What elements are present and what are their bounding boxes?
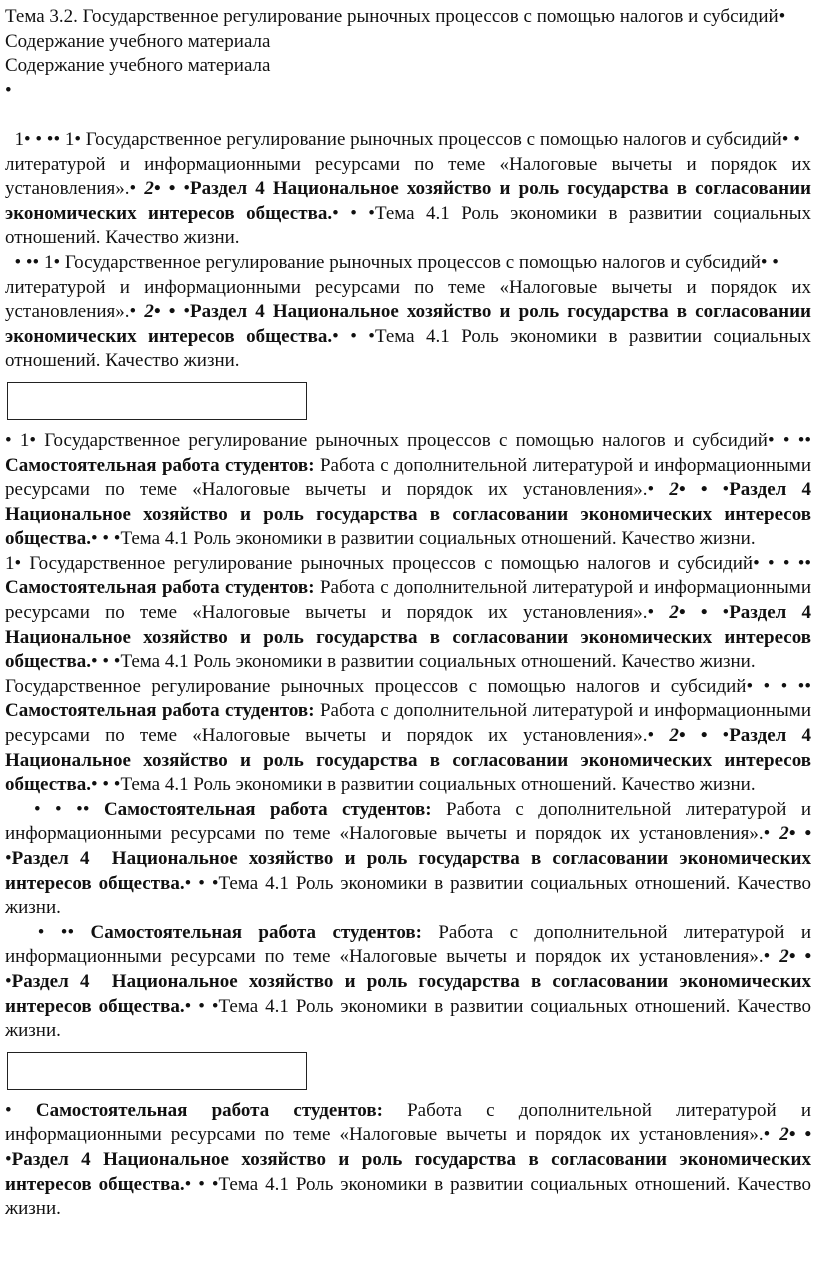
content-block (5, 251, 811, 374)
content-block: • •• Самостоятельная работа студентов: Работа с дополнительной литературой и информационными ресурсами по теме «Налоговые вычеты и порядок их установления».• 2• • •Раздел 4 Национальное хозяйство и роль государства в согласовании экономических интересов общества.• • •Тема 4.1 Роль экономики в развитии социальных отношений. Качество жизни. (5, 921, 816, 1042)
block-lead: • •• 1• Государственное регулирование рыночных процессов с помощью налогов и субсидий• • (5, 251, 779, 273)
empty-table-cell (7, 382, 307, 420)
topic-4-1: Тема 4.1 Роль экономики в развитии социальных отношений. Качество жизни. (5, 872, 816, 919)
empty-table-cell (7, 1052, 307, 1090)
content-block: • Самостоятельная работа студентов: Работа с дополнительной литературой и информационными ресурсами по теме «Налоговые вычеты и порядок их установления».• 2• • •Раздел 4 Национальное хозяйство и роль государства в согласовании экономических интересов общества.• • •Тема 4.1 Роль экономики в развитии социальных отношений. Качество жизни. (5, 1099, 811, 1220)
section-title: Раздел 4 Национальное хозяйство и роль государства в согласовании экономических интересов общества. (5, 602, 811, 673)
topic-4-1: Тема 4.1 Роль экономики в развитии социальных отношений. Качество жизни. (120, 774, 756, 796)
content-block: • 1• Государственное регулирование рыночных процессов с помощью налогов и субсидий• • •• Самостоятельная работа студентов: Работа с дополнительной литературой и информационными ресурсами по теме «Налоговые вычеты и порядок их установления».• 2• • •Раздел 4 Национальное хозяйство и роль государства в согласовании экономических интересов общества.• • •Тема 4.1 Роль экономики в развитии социальных отношений. Качество жизни. (5, 429, 812, 550)
content-block (5, 128, 811, 251)
block-lead: 1• • •• 1• Государственное регулирование рыночных процессов с помощью налогов и субсидий• • (5, 128, 800, 150)
bullet-line: • (5, 79, 12, 101)
content-heading: Содержание учебного материала (5, 55, 271, 77)
topic-4-1: Тема 4.1 Роль экономики в развитии социальных отношений. Качество жизни. (5, 995, 816, 1042)
independent-work-label: Самостоятельная работа студентов: (103, 798, 432, 820)
block-body: литературой и информационными ресурсами по теме «Налоговые вычеты и порядок их установления».• 2• • •Раздел 4 Национальное хозяйство и роль государства в согласовании экономических интересов общества.• • •Тема 4.1 Роль экономики в развитии социальных отношений. Качество жизни. (5, 276, 811, 372)
document-page (5, 5, 816, 1222)
section-title: Раздел 4 Национальное хозяйство и роль государства в согласовании экономических интересов общества. (5, 725, 811, 796)
block-body: литературой и информационными ресурсами по теме «Налоговые вычеты и порядок их установления».• 2• • •Раздел 4 Национальное хозяйство и роль государства в согласовании экономических интересов общества.• • •Тема 4.1 Роль экономики в развитии социальных отношений. Качество жизни. (5, 153, 811, 249)
content-block: • • •• Самостоятельная работа студентов: Работа с дополнительной литературой и информационными ресурсами по теме «Налоговые вычеты и порядок их установления».• 2• • •Раздел 4 Национальное хозяйство и роль государства в согласовании экономических интересов общества.• • •Тема 4.1 Роль экономики в развитии социальных отношений. Качество жизни. (5, 798, 816, 919)
topic-4-1: Тема 4.1 Роль экономики в развитии социальных отношений. Качество жизни. (5, 1173, 811, 1220)
section-title: Раздел 4 Национальное хозяйство и роль государства в согласовании экономических интересов общества. (5, 1148, 811, 1195)
topic-4-1: Тема 4.1 Роль экономики в развитии социальных отношений. Качество жизни. (5, 202, 811, 249)
section-title: Раздел 4 Национальное хозяйство и роль государства в согласовании экономических интересов общества. (5, 301, 811, 347)
independent-work-label: Самостоятельная работа студентов: (5, 454, 315, 476)
section-title: Раздел 4 Национальное хозяйство и роль государства в согласовании экономических интересов общества. (5, 848, 816, 894)
blank-line (5, 103, 811, 128)
section-title: Раздел 4 Национальное хозяйство и роль государства в согласовании экономических интересов общества. (5, 178, 811, 224)
topic-4-1: Тема 4.1 Роль экономики в развитии социальных отношений. Качество жизни. (120, 651, 756, 673)
topic-heading: Тема 3.2. Государственное регулирование рыночных процессов с помощью налогов и субсидий• Содержание учебного материала (5, 6, 786, 52)
independent-work-label: Самостоятельная работа студентов: (5, 700, 315, 722)
independent-work-label: Самостоятельная работа студентов: (35, 1099, 383, 1121)
section-title: Раздел 4 Национальное хозяйство и роль государства в согласовании экономических интересов общества. (5, 479, 811, 550)
topic-4-1: Тема 4.1 Роль экономики в развитии социальных отношений. Качество жизни. (120, 528, 756, 550)
content-block: 1• Государственное регулирование рыночных процессов с помощью налогов и субсидий• • • •• Самостоятельная работа студентов: Работа с дополнительной литературой и информационными ресурсами по теме «Налоговые вычеты и порядок их установления».• 2• • •Раздел 4 Национальное хозяйство и роль государства в согласовании экономических интересов общества.• • •Тема 4.1 Роль экономики в развитии социальных отношений. Качество жизни. (5, 552, 812, 673)
independent-work-label: Самостоятельная работа студентов: (5, 577, 315, 599)
section-title: Раздел 4 Национальное хозяйство и роль государства в согласовании экономических интересов общества. (5, 970, 816, 1017)
topic-4-1: Тема 4.1 Роль экономики в развитии социальных отношений. Качество жизни. (5, 325, 811, 372)
independent-work-label: Самостоятельная работа студентов: (90, 921, 422, 943)
content-block: Государственное регулирование рыночных процессов с помощью налогов и субсидий• • • •• Самостоятельная работа студентов: Работа с дополнительной литературой и информационными ресурсами по теме «Налоговые вычеты и порядок их установления».• 2• • •Раздел 4 Национальное хозяйство и роль государства в согласовании экономических интересов общества.• • •Тема 4.1 Роль экономики в развитии социальных отношений. Качество жизни. (5, 675, 812, 796)
